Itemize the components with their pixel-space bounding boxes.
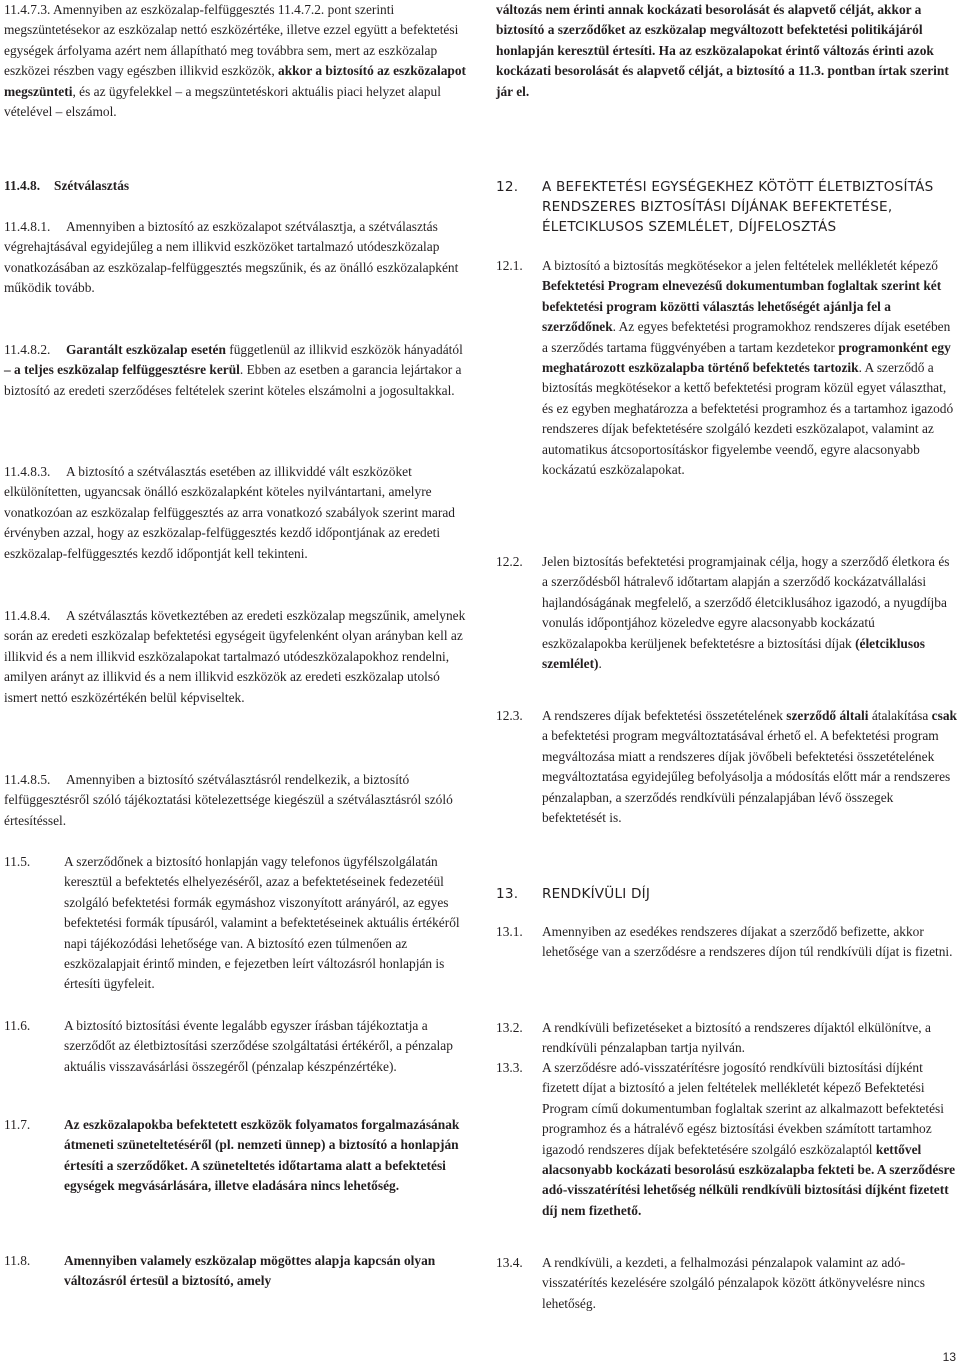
section-text <box>496 0 958 102</box>
bold-text-segment: csak <box>931 708 957 723</box>
section-11-8 <box>4 1251 466 1292</box>
section-13-2 <box>496 1018 958 1059</box>
text-segment: A biztosító a szétválasztás esetében az illikviddé vált eszközöket elkülönítetten, ugyancsak önálló eszközalapként köteles nyilvántartani, amelyre vonatkozóan az eszközalap felfüggesztés az arra vonatkozó szabályok szerint marad érvényben azzal, hogy az eszközalap-felfüggesztés kezdő időpontjának az eredeti eszközalap-felfüggesztés kezdő időpontját kell tekinteni. <box>4 464 455 561</box>
section-text <box>542 922 958 963</box>
section-text <box>542 1018 958 1059</box>
text-segment: . A szerződő a biztosítás megkötésekor a kettő befektetési program közül egyet választhat, és ez egyben meghatározza a befektetési programhoz és a tartamhoz igazodó rendszeres díjak befektetésére szolgáló kezdeti eszközalapot, valamint az automatikus átcsoportosításkor figyelembe veendő, egyre alacsonyabb kockázatú eszközalapokat. <box>542 360 954 478</box>
section-11-4-7-3 <box>4 0 466 122</box>
heading-text: RENDKÍVÜLI DÍJ <box>542 886 651 902</box>
section-11-4-8-3 <box>4 462 466 564</box>
bold-text-segment: (életciklusos szemlélet) <box>542 635 925 672</box>
bold-text-segment: Amennyiben valamely eszközalap mögöttes alapja kapcsán olyan változásról értesül a biztosító, amely <box>64 1253 436 1289</box>
section-number: 11.4.8.1. <box>4 219 51 234</box>
section-number: 11.8. <box>4 1253 31 1268</box>
bold-text-segment: Az eszközalapokba befektetett eszközök folyamatos forgalmazásának átmeneti szüneteltetéséről (pl. nemzeti ünnep) a biztosító a honlapján értesíti a szerződőket. A szüneteltetés időtartama alatt a befektetési egységek megvásárlására, illetve eladására nincs lehetőség. <box>64 1117 460 1194</box>
text-segment: 11.4.7.3. Amennyiben az eszközalap-felfüggesztés 11.4.7.2. pont szerinti megszüntetésekor az eszközalap nettó eszközértéke, illetve ezzel együtt a befektetési egységek árfolyama azért nem állapítható meg továbbra sem, mert az eszközalap eszközei részben vagy egészben illikvid eszközök, <box>4 2 459 79</box>
section-text <box>542 256 958 480</box>
section-text <box>64 1016 466 1077</box>
section-number: 11.7. <box>4 1117 31 1132</box>
section-text <box>64 852 466 995</box>
section-number: 13.2. <box>496 1020 523 1035</box>
section-text <box>542 1058 958 1221</box>
section-number: 13.3. <box>496 1060 523 1075</box>
text-segment: átalakítása <box>868 708 932 723</box>
text-segment: Jelen biztosítás befektetési programjainak célja, hogy a szerződő életkora és a szerződésből hátralevő időtartam alapján a szerződő kockázatvállalási hajlandóságának megfelelő, a szerződő életciklusához igazodó, a nyugdíjba vonulás időpontjához közeledve egyre alacsonyabb kockázatú eszközalapokba kerüljenek befektetésre a biztosítási díjak <box>542 554 950 651</box>
section-number: 11.4.8.2. <box>4 342 51 357</box>
section-text <box>4 770 466 831</box>
bold-text-segment: változás nem érinti annak kockázati besorolását és alapvető célját, akkor a biztosító a szerződőket az eszközalap megváltozott befektetési politikájáról honlapján keresztül értesíti. Ha az eszközalapokat érintő változás érinti azok kockázati besorolását és alapvető célját, a biztosító a 11.3. pontban írtak szerint jár el. <box>496 2 949 99</box>
section-11-5 <box>4 852 466 995</box>
text-segment: Amennyiben az esedékes rendszeres díjakat a szerződő befizette, akkor lehetősége van a szerződésre a rendszeres díjon túl rendkívüli díjat is fizetni. <box>542 924 953 960</box>
section-11-6 <box>4 1016 466 1077</box>
section-number: 12.2. <box>496 554 523 569</box>
section-13-3 <box>496 1058 958 1221</box>
text-segment: A biztosító a biztosítás megkötésekor a jelen feltételek mellékletét képező <box>542 258 938 273</box>
section-number: 11.4.8. <box>4 178 41 193</box>
bold-text-segment: Garantált eszközalap esetén <box>66 342 226 357</box>
section-text <box>542 706 958 828</box>
section-text <box>64 1251 466 1292</box>
section-13-4 <box>496 1253 958 1314</box>
section-11-8-continued <box>496 0 958 102</box>
section-number: 11.6. <box>4 1018 31 1033</box>
section-12-1 <box>496 256 958 480</box>
section-number: 11.4.8.3. <box>4 464 51 479</box>
text-segment: függetlenül az illikvid eszközök hányadától <box>225 342 463 357</box>
section-number: 12.3. <box>496 708 523 723</box>
text-segment: , és az ügyfelekkel – a megszüntetéskori aktuális piaci helyzet alapul vételével – elszámol. <box>4 83 441 120</box>
text-segment: . Az egyes befektetési programokhoz rendszeres díjak esetében a szerződés tartama függvényében a tartam kezdetekor <box>542 319 951 355</box>
section-11-4-8-2 <box>4 340 466 401</box>
text-segment: a befektetési program megváltoztatásával érhető el. A befektetési program megváltozása miatt a rendszeres díjak jövőbeli befektetési összetételének megváltoztatása egyidejűleg befolyásolja a módosítás előtt már a rendszeres pénzalapban, a szerződés rendkívüli pénzalapjában lévő összegek befektetését is. <box>542 728 951 826</box>
text-segment: A szerződésre adó-visszatérítésre jogosító rendkívüli biztosítási díjként fizetett díjat a biztosító a jelen feltételek mellékletét képező Befektetési Program című dokumentumban foglaltak szerint az alkalmazott befektetési programhoz és a hátralévő egész biztosítási években számított tartamhoz igazodó rendszeres díjak befektetésére szolgáló eszközalaptól <box>542 1060 944 1157</box>
heading-12 <box>496 177 958 237</box>
text-segment: A rendkívüli befizetéseket a biztosító a rendszeres díjaktól elkülönítve, a rendkívüli pénzalapban tartja nyilván. <box>542 1020 931 1056</box>
section-text <box>542 552 958 674</box>
section-number: 11.5. <box>4 854 31 869</box>
section-text <box>4 217 466 299</box>
section-text <box>4 606 466 708</box>
page-number: 13 <box>942 1350 956 1364</box>
section-text <box>542 1253 958 1314</box>
section-number: 11.4.8.4. <box>4 608 51 623</box>
text-segment: A rendszeres díjak befektetési összetételének <box>542 708 787 723</box>
bold-text-segment: akkor a biztosító az eszközalapot megszünteti <box>4 63 466 99</box>
heading-number: 12. <box>496 179 519 195</box>
text-segment: A rendkívüli, a kezdeti, a felhalmozási pénzalapok valamint az adó-visszatérítés kezelésére szolgáló pénzalapok között átkönyvelésre nincs lehetőség. <box>542 1255 925 1311</box>
bold-text-segment: kettővel alacsonyabb kockázati besorolású eszközalapba fekteti be. A szerződésre adó-visszatérítési lehetőség nélküli rendkívüli biztosítási díjként fizetett díj nem fizethető. <box>542 1141 956 1218</box>
section-12-2 <box>496 552 958 674</box>
heading-number: 13. <box>496 886 519 902</box>
section-12-3 <box>496 706 958 828</box>
section-text <box>4 340 466 401</box>
section-11-4-8-1 <box>4 217 466 299</box>
text-segment: . Ebben az esetben a garancia lejártakor a biztosító az eredeti szerződéses feltételek szerint köteles elszámolni a jogosultakkal. <box>4 362 462 398</box>
section-text <box>64 1115 466 1197</box>
text-segment: A szétválasztás következtében az eredeti eszközalap megszűnik, amelynek során az eredeti eszközalap befektetési egységeit ügyfelenként olyan arányban kell az illikvid és a nem illikvid eszközalapokat tartalmazó utódeszközalapokhoz rendelni, amilyen arányt az illikvid és a nem illikvid eszközök az eredeti eszközalap utolsó ismert nettó eszközértékén belül képviseltek. <box>4 608 466 705</box>
bold-text-segment: szerződő általi <box>786 708 869 723</box>
section-text <box>4 462 466 564</box>
section-number: 13.4. <box>496 1255 523 1270</box>
heading-text: A BEFEKTETÉSI EGYSÉGEKHEZ KÖTÖTT ÉLETBIZTOSÍTÁS RENDSZERES BIZTOSÍTÁSI DÍJÁNAK BEFEKTETÉSE, ÉLETCIKLUSOS SZEMLÉLET, DÍJFELOSZTÁS <box>542 179 934 235</box>
bold-text-segment: Befektetési Program elnevezésű dokumentumban foglaltak szerint két befektetési program közötti választás lehetőségét ajánlja fel a szerződőnek <box>542 278 942 335</box>
heading-13 <box>496 884 958 904</box>
section-13-1 <box>496 922 958 963</box>
text-segment: A szerződőnek a biztosító honlapján vagy telefonos ügyfélszolgálatán keresztül a befektetés elhelyezéséről, azaz a befektetéseinek fedezetéül szolgáló befektetési formák egymáshoz viszonyított arányáról, az egyes befektetési formák típusáról, valamint a befektetéseinek aktuális értékéről napi tájékozódási lehetősége van. A biztosító ezen túlmenően az eszközalapjait érintő minden, e fejezetben leírt változásról honlapján is értesíti ügyfeleit. <box>64 854 460 992</box>
section-number: 13.1. <box>496 924 523 939</box>
section-number: 12.1. <box>496 258 523 273</box>
bold-text-segment: – a teljes eszközalap felfüggesztésre kerül <box>4 362 240 378</box>
section-title: Szétválasztás <box>54 178 130 193</box>
section-11-4-8-4 <box>4 606 466 708</box>
text-segment: . <box>598 656 602 672</box>
section-text <box>4 0 466 122</box>
section-11-7 <box>4 1115 466 1197</box>
text-segment: Amennyiben a biztosító az eszközalapot szétválasztja, a szétválasztás végrehajtásával egyidejűleg a nem illikvid eszközöket tartalmazó utódeszközalap vonatkozásában az eszközalap-felfüggesztés megszűnik, és az önálló eszközalapként működik tovább. <box>4 219 459 296</box>
section-11-4-8-5 <box>4 770 466 831</box>
text-segment: A biztosító biztosítási évente legalább egyszer írásban tájékoztatja a szerződőt az életbiztosítási szerződése szolgáltatási értékéről, a pénzalap aktuális visszavásárlási összegéről (pénzalap készpénzértéke). <box>64 1018 453 1074</box>
bold-text-segment: programonként egy meghatározott eszközalapba történő befektetés tartozik <box>542 339 951 376</box>
text-segment: Amennyiben a biztosító szétválasztásról rendelkezik, a biztosító felfüggesztésről szóló tájékoztatási kötelezettsége kiegészül a szétválasztásról szóló értesítéssel. <box>4 772 453 828</box>
section-number: 11.4.8.5. <box>4 772 51 787</box>
